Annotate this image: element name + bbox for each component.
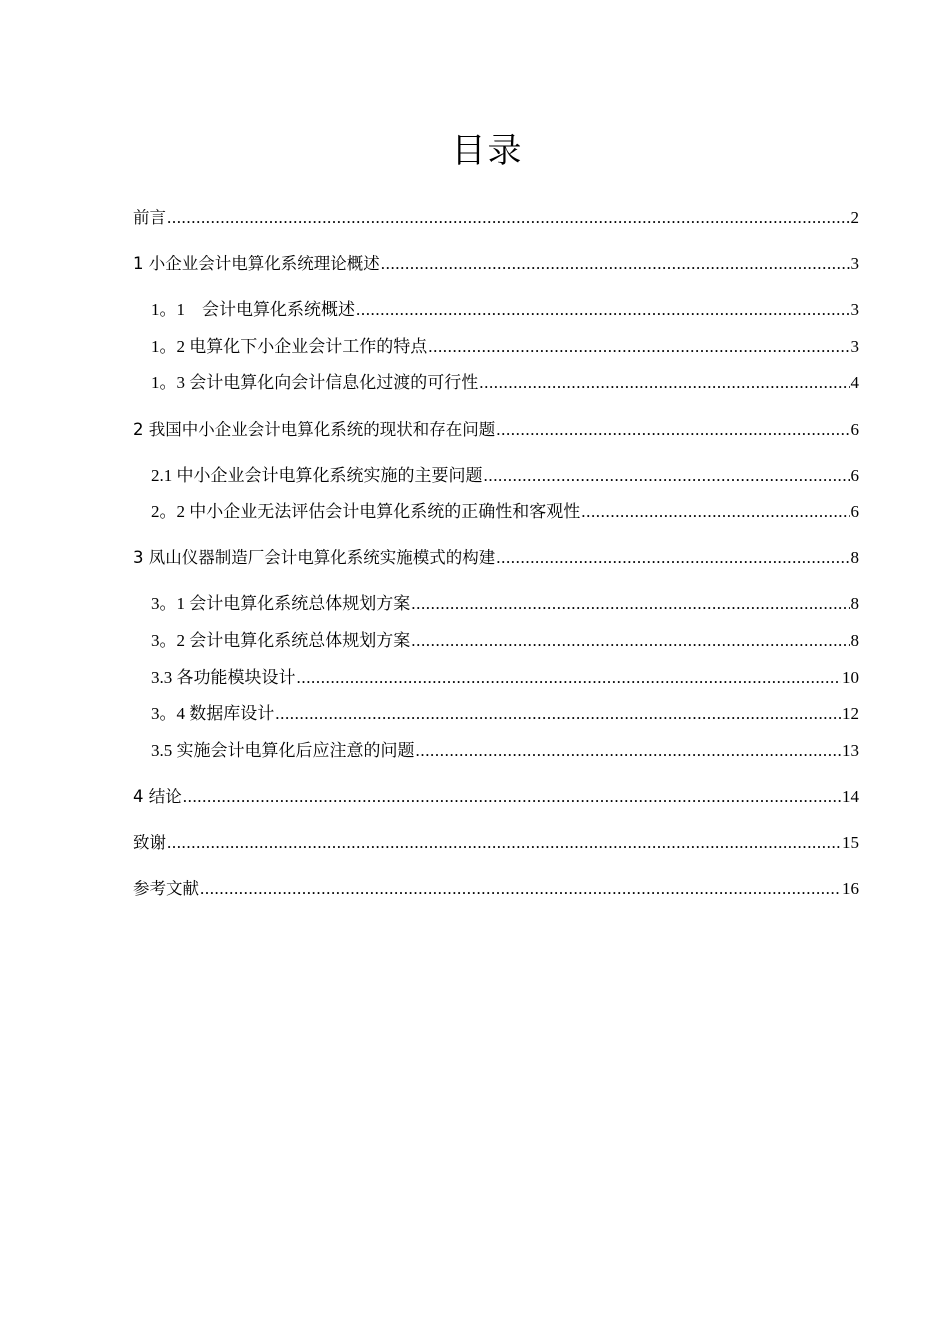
toc-entry[interactable]	[151, 464, 859, 488]
toc-entry[interactable]	[133, 877, 859, 901]
toc-entry-label: 3。2 会计电算化系统总体规划方案	[151, 631, 411, 650]
toc-leader-dots	[356, 298, 850, 322]
toc-leader-dots	[411, 629, 849, 653]
toc-entry-label: 3.3 各功能模块设计	[151, 668, 296, 687]
toc-entry-label: 2 我国中小企业会计电算化系统的现状和存在问题	[133, 420, 496, 439]
toc-page-number: 14	[842, 787, 859, 806]
toc-entry[interactable]	[133, 546, 859, 570]
toc-page-number: 12	[842, 704, 859, 723]
toc-entry-label: 1。3 会计电算化向会计信息化过渡的可行性	[151, 373, 479, 392]
toc-leader-dots	[411, 592, 849, 616]
toc-entry[interactable]	[151, 739, 859, 763]
toc-page-number: 3	[850, 254, 859, 273]
toc-entry-label: 2.1 中小企业会计电算化系统实施的主要问题	[151, 466, 483, 485]
toc-entry-label: 3 凤山仪器制造厂会计电算化系统实施模式的构建	[133, 548, 496, 567]
toc-page-number: 10	[842, 668, 859, 687]
toc-entry[interactable]	[133, 418, 859, 442]
toc-leader-dots	[183, 785, 841, 809]
toc-page-number: 8	[850, 631, 859, 650]
toc-entry-label: 前言	[133, 208, 166, 227]
toc-entry[interactable]	[133, 252, 859, 276]
toc-entry[interactable]	[133, 785, 859, 809]
toc-page-number: 6	[850, 466, 859, 485]
toc-page-number: 8	[850, 548, 859, 567]
toc-page-number: 16	[842, 879, 859, 898]
toc-entry-label: 3。4 数据库设计	[151, 704, 275, 723]
toc-entry-label: 3.5 实施会计电算化后应注意的问题	[151, 741, 415, 760]
toc-entry[interactable]	[151, 371, 859, 395]
toc-leader-dots	[496, 418, 849, 442]
toc-entry[interactable]	[151, 500, 859, 524]
toc-page-number: 3	[850, 337, 859, 356]
toc-leader-dots	[581, 500, 849, 524]
toc-page-number: 15	[842, 833, 859, 852]
toc-leader-dots	[275, 702, 841, 726]
toc-leader-dots	[297, 666, 842, 690]
toc-leader-dots	[484, 464, 850, 488]
toc-entry[interactable]	[151, 702, 859, 726]
toc-page-number: 8	[850, 594, 859, 613]
toc-page-number: 6	[850, 502, 859, 521]
toc-page-number: 3	[850, 300, 859, 319]
toc-entry[interactable]	[151, 298, 859, 322]
toc-entry[interactable]	[133, 206, 859, 230]
toc-entry-label: 3。1 会计电算化系统总体规划方案	[151, 594, 411, 613]
toc-leader-dots	[167, 831, 841, 855]
toc-entry[interactable]	[151, 592, 859, 616]
toc-leader-dots	[416, 739, 842, 763]
toc-entry-label: 参考文献	[133, 879, 199, 898]
toc-page-number: 2	[850, 208, 859, 227]
toc-entry-label: 4 结论	[133, 787, 182, 806]
toc-entry-label: 1 小企业会计电算化系统理论概述	[133, 254, 380, 273]
toc-leader-dots	[167, 206, 850, 230]
toc-leader-dots	[200, 877, 841, 901]
toc-leader-dots	[381, 252, 850, 276]
toc-leader-dots	[479, 371, 849, 395]
toc-entry[interactable]	[133, 831, 859, 855]
toc-entry-label: 2。2 中小企业无法评估会计电算化系统的正确性和客观性	[151, 502, 581, 521]
toc-entry[interactable]	[151, 335, 859, 359]
toc-leader-dots	[496, 546, 849, 570]
toc-page-number: 4	[850, 373, 859, 392]
toc-leader-dots	[428, 335, 849, 359]
toc-entry-label: 1。1 会计电算化系统概述	[151, 300, 355, 319]
toc-entry-label: 致谢	[133, 833, 166, 852]
toc-page-number: 13	[842, 741, 859, 760]
toc-page-number: 6	[850, 420, 859, 439]
toc-entry-label: 1。2 电算化下小企业会计工作的特点	[151, 337, 428, 356]
toc-entry[interactable]	[151, 629, 859, 653]
page-title: 目录	[451, 131, 524, 171]
toc-entry[interactable]	[151, 666, 859, 690]
